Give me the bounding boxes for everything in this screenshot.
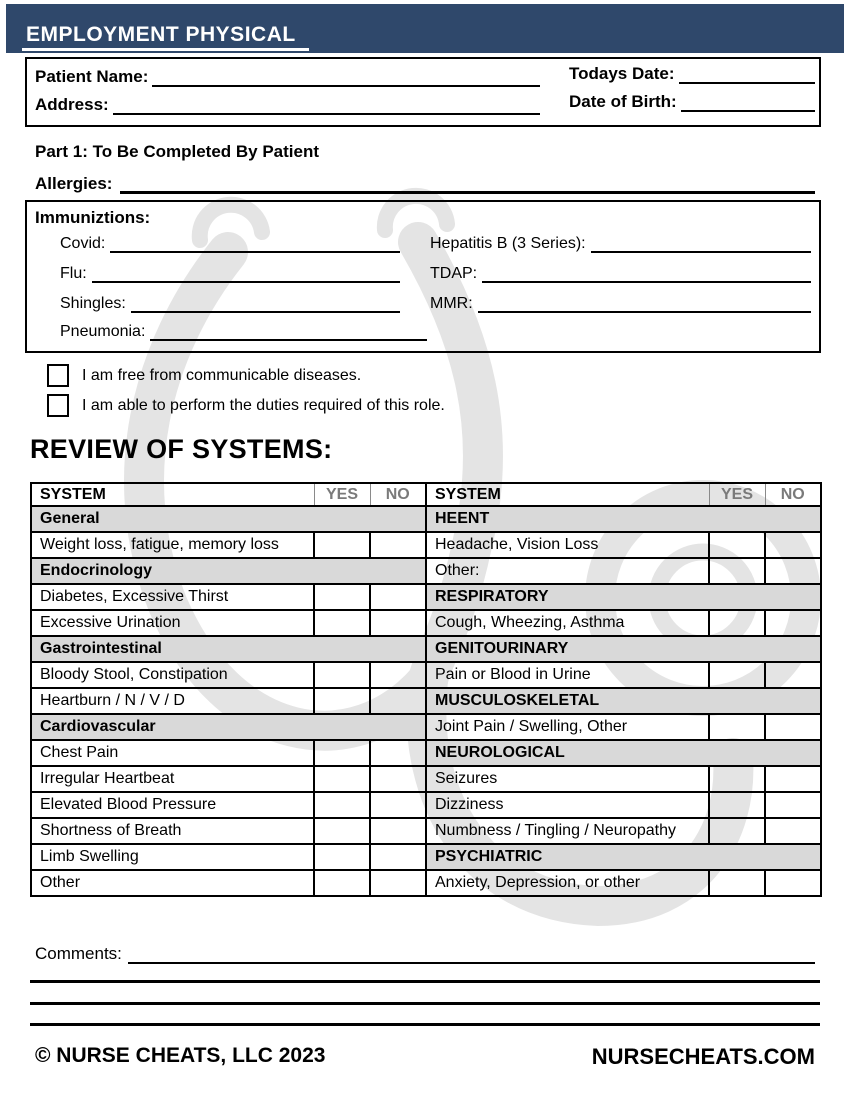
ros-symptom-left: Shortness of Breath <box>31 818 314 844</box>
hepatitis-b-label: Hepatitis B (3 Series): <box>430 235 586 252</box>
ros-symptom-left: Weight loss, fatigue, memory loss <box>31 532 314 558</box>
address-row <box>35 95 540 115</box>
ros-category-left: General <box>31 506 426 532</box>
ros-row <box>31 792 821 818</box>
ros-symptom-right: Headache, Vision Loss <box>426 532 709 558</box>
ros-yes-cell[interactable] <box>314 740 370 766</box>
no-header-left: NO <box>370 483 426 506</box>
hepatitis-b-row <box>430 234 811 253</box>
ros-header-row <box>31 483 821 506</box>
patient-name-row <box>35 67 540 87</box>
system-header-right: SYSTEM <box>426 483 709 506</box>
ros-yes-cell[interactable] <box>314 844 370 870</box>
ros-yes-cell[interactable] <box>709 870 765 896</box>
yes-header-right: YES <box>709 483 765 506</box>
ros-yes-cell[interactable] <box>709 818 765 844</box>
comments-label: Comments: <box>35 944 122 963</box>
ros-row <box>31 870 821 896</box>
shingles-row <box>60 294 400 313</box>
ros-symptom-left: Limb Swelling <box>31 844 314 870</box>
flu-label: Flu: <box>60 265 87 282</box>
review-of-systems-heading: REVIEW OF SYSTEMS: <box>30 434 333 464</box>
ros-no-cell[interactable] <box>370 766 426 792</box>
ros-row <box>31 740 821 766</box>
allergies-row <box>35 174 815 194</box>
ros-yes-cell[interactable] <box>314 766 370 792</box>
ros-symptom-right: Other: <box>426 558 709 584</box>
ros-symptom-left: Irregular Heartbeat <box>31 766 314 792</box>
ros-yes-cell[interactable] <box>709 792 765 818</box>
ros-yes-cell[interactable] <box>709 558 765 584</box>
ros-no-cell[interactable] <box>370 584 426 610</box>
todays-date-label: Todays Date: <box>569 64 675 83</box>
ros-symptom-left: Chest Pain <box>31 740 314 766</box>
ros-symptom-right: Cough, Wheezing, Asthma <box>426 610 709 636</box>
pneumonia-field[interactable] <box>150 322 427 341</box>
allergies-field[interactable] <box>120 174 815 194</box>
flu-row <box>60 264 400 283</box>
ros-row <box>31 714 821 740</box>
tdap-label: TDAP: <box>430 265 478 282</box>
ros-row <box>31 506 821 532</box>
communicable-diseases-checkbox[interactable] <box>47 364 69 387</box>
ros-no-cell[interactable] <box>765 532 821 558</box>
comments-line-2[interactable] <box>30 1002 820 1005</box>
ros-no-cell[interactable] <box>765 870 821 896</box>
mmr-field[interactable] <box>478 294 811 313</box>
ros-no-cell[interactable] <box>765 818 821 844</box>
covid-field[interactable] <box>110 234 400 253</box>
ros-no-cell[interactable] <box>765 766 821 792</box>
ros-row <box>31 844 821 870</box>
title-underline <box>22 48 309 51</box>
ros-symptom-right: Anxiety, Depression, or other <box>426 870 709 896</box>
ros-yes-cell[interactable] <box>314 818 370 844</box>
allergies-label: Allergies: <box>35 174 113 193</box>
ros-yes-cell[interactable] <box>314 688 370 714</box>
ros-yes-cell[interactable] <box>709 714 765 740</box>
ros-symptom-right: Seizures <box>426 766 709 792</box>
mmr-label: MMR: <box>430 295 473 312</box>
communicable-diseases-row <box>47 364 361 387</box>
ros-symptom-left: Bloody Stool, Constipation <box>31 662 314 688</box>
address-field[interactable] <box>113 95 540 115</box>
ros-category-left: Gastrointestinal <box>31 636 426 662</box>
ros-symptom-left: Diabetes, Excessive Thirst <box>31 584 314 610</box>
part1-heading: Part 1: To Be Completed By Patient <box>35 142 320 161</box>
ros-symptom-left: Excessive Urination <box>31 610 314 636</box>
tdap-field[interactable] <box>482 264 811 283</box>
ros-row <box>31 558 821 584</box>
shingles-field[interactable] <box>131 294 400 313</box>
ros-yes-cell[interactable] <box>709 532 765 558</box>
ros-row <box>31 610 821 636</box>
hepatitis-b-field[interactable] <box>591 234 811 253</box>
review-of-systems-table <box>30 482 822 897</box>
todays-date-field[interactable] <box>679 64 816 84</box>
ros-yes-cell[interactable] <box>709 662 765 688</box>
copyright-text: © NURSE CHEATS, LLC 2023 <box>35 1044 326 1067</box>
ros-yes-cell[interactable] <box>314 584 370 610</box>
covid-label: Covid: <box>60 235 106 252</box>
date-of-birth-row <box>569 92 815 112</box>
ros-no-cell[interactable] <box>370 818 426 844</box>
ros-row <box>31 766 821 792</box>
ros-row <box>31 818 821 844</box>
ros-row <box>31 532 821 558</box>
ros-symptom-right: Dizziness <box>426 792 709 818</box>
ros-symptom-left: Heartburn / N / V / D <box>31 688 314 714</box>
ros-symptom-right: Joint Pain / Swelling, Other <box>426 714 709 740</box>
ros-no-cell[interactable] <box>765 662 821 688</box>
ros-category-right: HEENT <box>426 506 821 532</box>
ros-yes-cell[interactable] <box>314 662 370 688</box>
ros-symptom-right: Numbness / Tingling / Neuropathy <box>426 818 709 844</box>
ros-category-right: RESPIRATORY <box>426 584 821 610</box>
ros-category-right: MUSCULOSKELETAL <box>426 688 821 714</box>
patient-name-label: Patient Name: <box>35 67 149 86</box>
perform-duties-row <box>47 394 445 417</box>
shingles-label: Shingles: <box>60 295 126 312</box>
ros-no-cell[interactable] <box>370 662 426 688</box>
ros-symptom-right: Pain or Blood in Urine <box>426 662 709 688</box>
ros-no-cell[interactable] <box>370 610 426 636</box>
ros-yes-cell[interactable] <box>314 610 370 636</box>
system-header-left: SYSTEM <box>31 483 314 506</box>
ros-yes-cell[interactable] <box>709 766 765 792</box>
ros-row <box>31 584 821 610</box>
ros-row <box>31 688 821 714</box>
ros-no-cell[interactable] <box>765 610 821 636</box>
comments-line-1[interactable] <box>30 980 820 983</box>
mmr-row <box>430 294 811 313</box>
ros-category-right: GENITOURINARY <box>426 636 821 662</box>
ros-symptom-left: Elevated Blood Pressure <box>31 792 314 818</box>
yes-header-left: YES <box>314 483 370 506</box>
ros-yes-cell[interactable] <box>709 610 765 636</box>
comments-line-3[interactable] <box>30 1023 820 1026</box>
ros-symptom-left: Other <box>31 870 314 896</box>
ros-no-cell[interactable] <box>370 740 426 766</box>
date-of-birth-field[interactable] <box>681 92 815 112</box>
perform-duties-checkbox[interactable] <box>47 394 69 417</box>
website-text: NURSECHEATS.COM <box>591 1044 815 1069</box>
ros-category-left: Endocrinology <box>31 558 426 584</box>
comments-field[interactable] <box>128 944 815 964</box>
covid-row <box>60 234 400 253</box>
patient-info-box <box>25 57 821 127</box>
no-header-right: NO <box>765 483 821 506</box>
ros-no-cell[interactable] <box>370 870 426 896</box>
ros-category-right: NEUROLOGICAL <box>426 740 821 766</box>
ros-category-right: PSYCHIATRIC <box>426 844 821 870</box>
ros-no-cell[interactable] <box>370 792 426 818</box>
date-of-birth-label: Date of Birth: <box>569 92 677 111</box>
ros-no-cell[interactable] <box>370 532 426 558</box>
ros-row <box>31 662 821 688</box>
ros-no-cell[interactable] <box>765 558 821 584</box>
ros-no-cell[interactable] <box>765 714 821 740</box>
ros-yes-cell[interactable] <box>314 532 370 558</box>
flu-field[interactable] <box>92 264 400 283</box>
immunizations-heading: Immuniztions: <box>35 208 151 227</box>
pneumonia-label: Pneumonia: <box>60 323 146 340</box>
patient-name-field[interactable] <box>152 67 540 87</box>
ros-no-cell[interactable] <box>370 844 426 870</box>
perform-duties-label: I am able to perform the duties required of this role. <box>82 396 445 414</box>
tdap-row <box>430 264 811 283</box>
communicable-diseases-label: I am free from communicable diseases. <box>82 366 362 384</box>
immunizations-box <box>25 200 821 353</box>
todays-date-row <box>569 64 815 84</box>
ros-row <box>31 636 821 662</box>
pneumonia-row <box>60 322 427 341</box>
comments-row <box>35 944 815 964</box>
ros-yes-cell[interactable] <box>314 792 370 818</box>
ros-yes-cell[interactable] <box>314 870 370 896</box>
address-label: Address: <box>35 95 109 114</box>
ros-no-cell[interactable] <box>765 792 821 818</box>
page-title: EMPLOYMENT PHYSICAL <box>26 23 296 46</box>
ros-category-left: Cardiovascular <box>31 714 426 740</box>
header-bar <box>6 4 844 53</box>
ros-no-cell[interactable] <box>370 688 426 714</box>
